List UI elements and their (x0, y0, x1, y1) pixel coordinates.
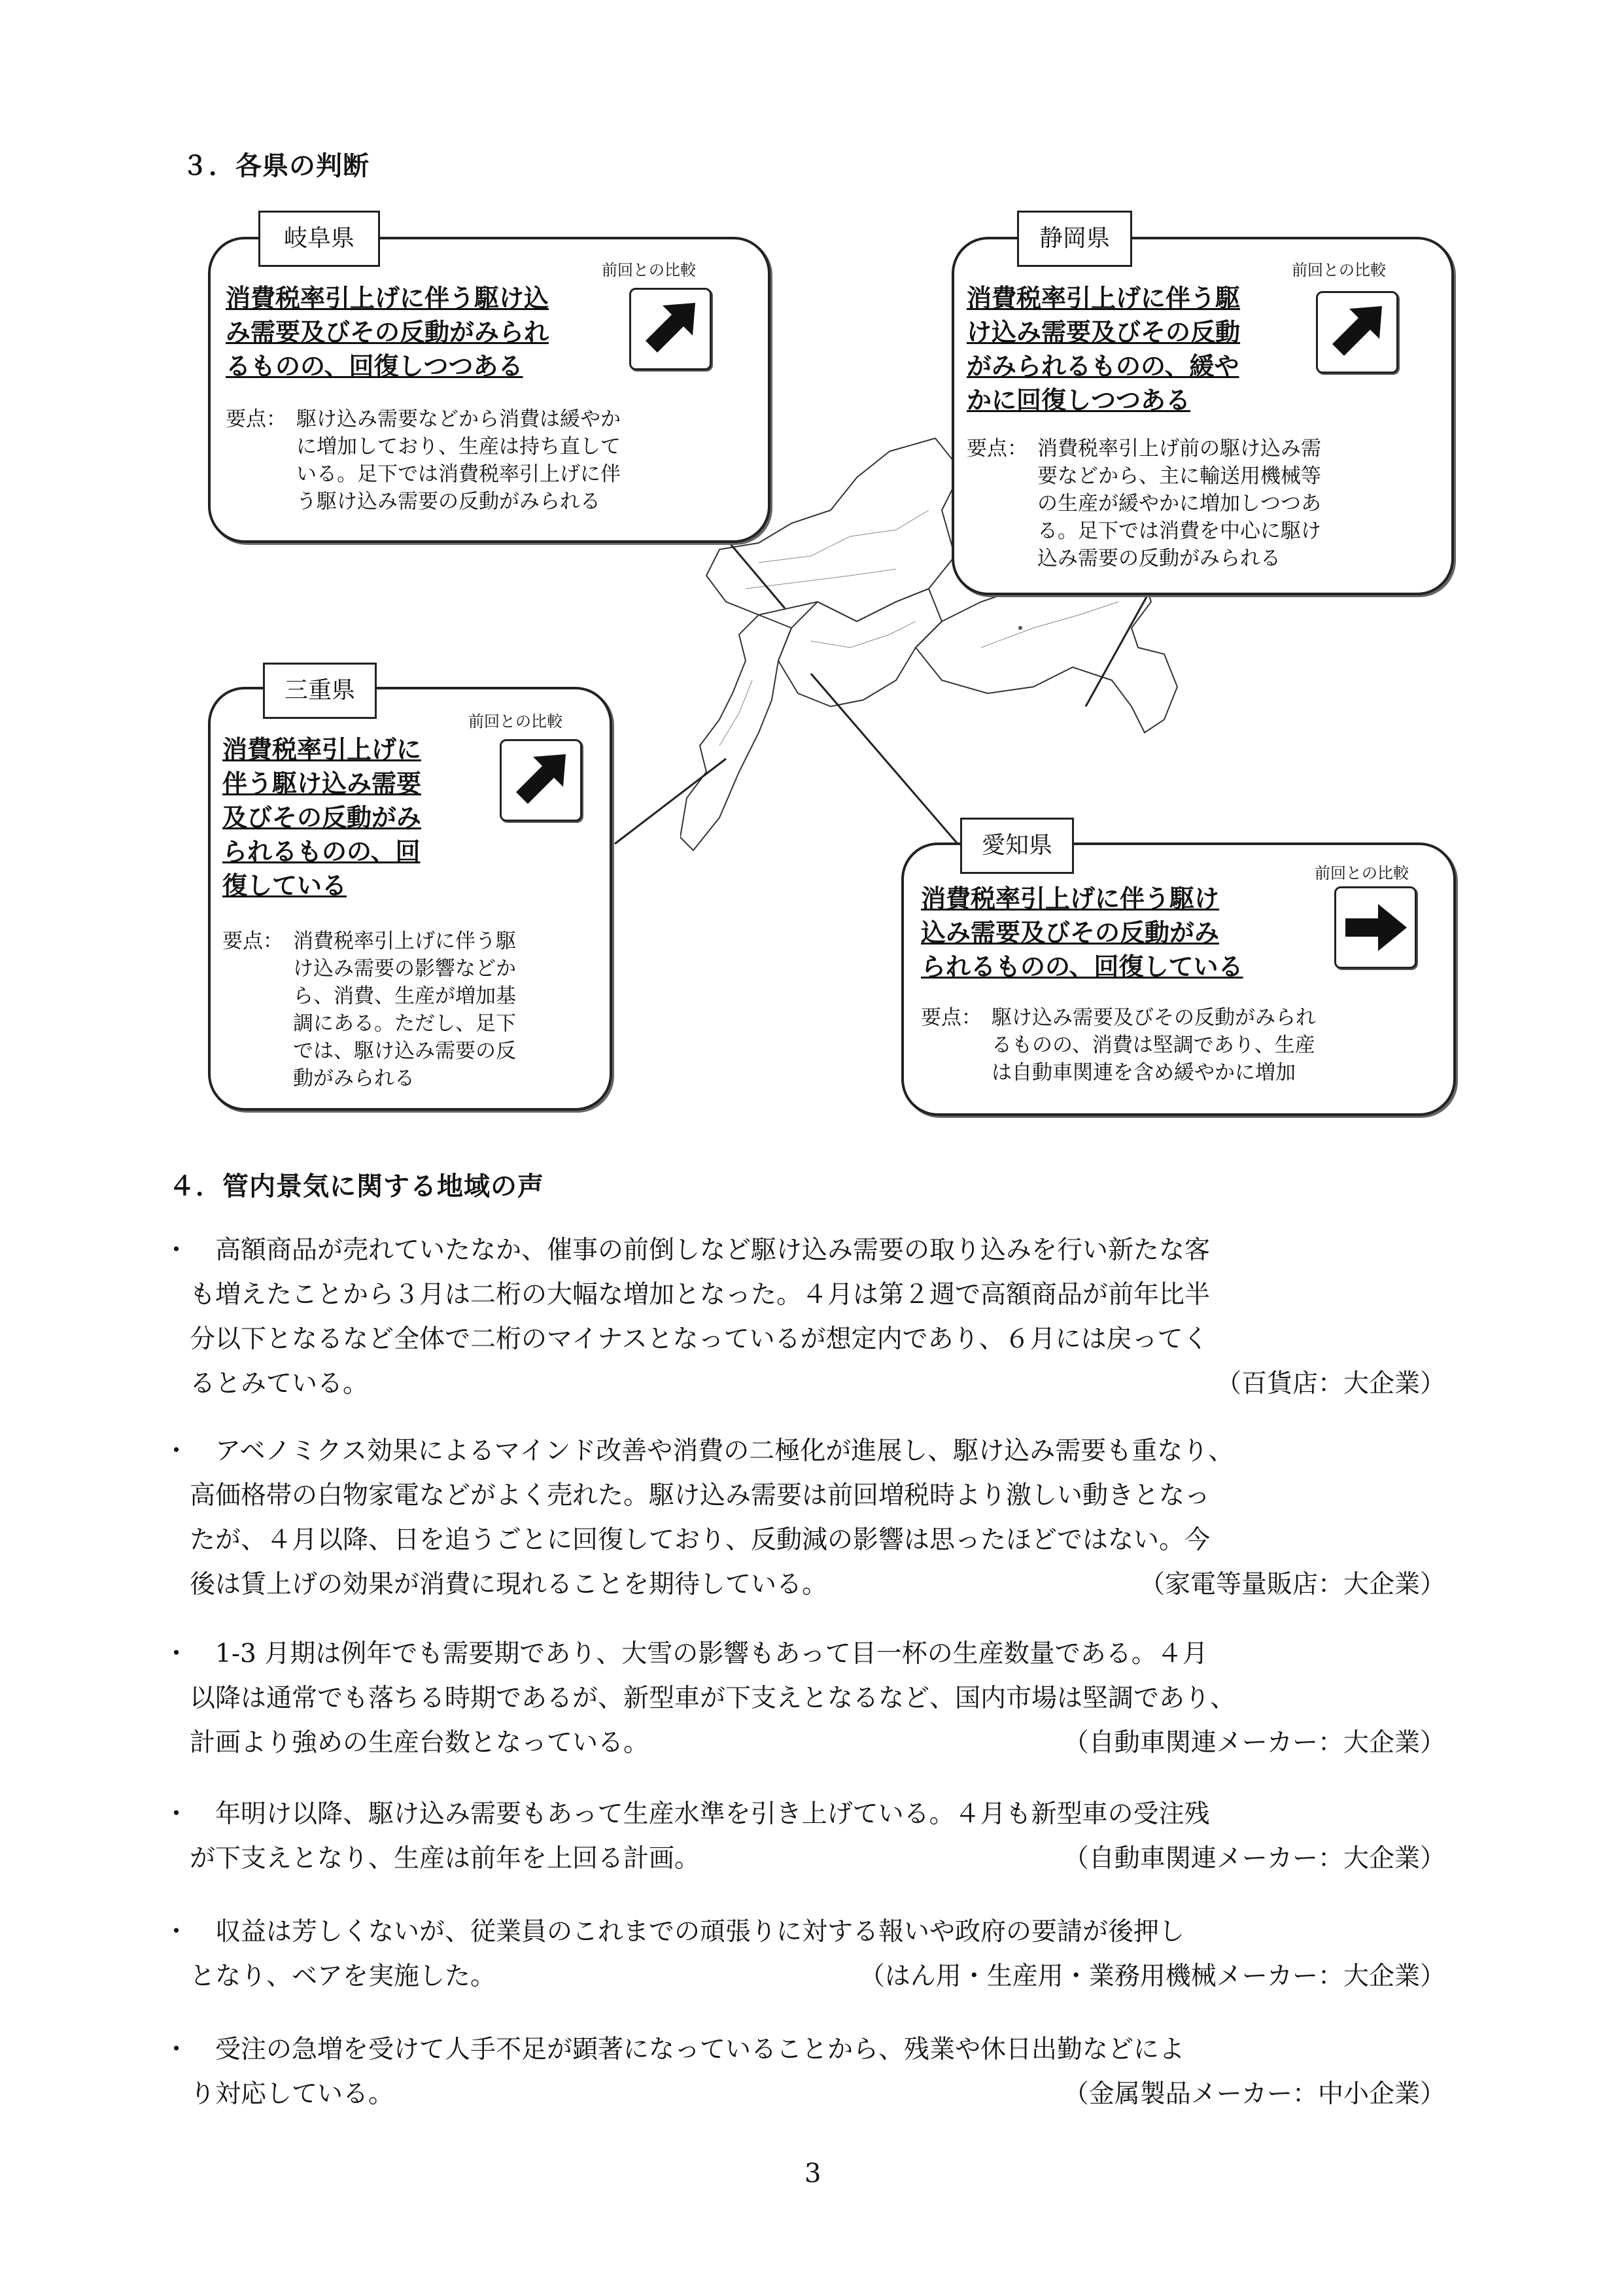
voice-line: 以降は通常でも落ちる時期であるが、新型車が下支えとなるなど、国内市場は堅調であり、 (190, 1684, 1236, 1713)
mie-judgment-line: 消費税率引上げに (222, 735, 422, 764)
voice-source: （家電等量販店：大企業） (1139, 1570, 1445, 1599)
bullet: ・ (164, 1799, 190, 1829)
gifu-arrow-box (629, 288, 712, 370)
mie-judgment-line: られるものの、回 (222, 837, 421, 866)
shizuoka-key-line: 要などから、主に輸送用機械等 (1037, 464, 1321, 488)
arrow-up-right-icon (502, 741, 580, 820)
aichi-compare-label: 前回との比較 (1315, 864, 1409, 882)
voice-line: も増えたことから３月は二桁の大幅な増加となった。４月は第２週で高額商品が前年比半 (190, 1280, 1211, 1310)
mie-name-tag: 三重県 (263, 663, 377, 719)
shizuoka-arrow-box (1316, 291, 1398, 373)
section-4-heading: ４．管内景気に関する地域の声 (169, 1172, 544, 1202)
voice-line: り対応している。 (190, 2079, 394, 2109)
voice-line: アベノミクス効果によるマインド改善や消費の二極化が進展し、駆け込み需要も重なり、 (190, 1436, 1234, 1466)
shizuoka-pointer-line (1086, 589, 1151, 706)
voice-source: （はん用・生産用・業務用機械メーカー：大企業） (859, 1962, 1445, 1991)
voice-source: （自動車関連メーカー：大企業） (1063, 1728, 1445, 1758)
mie-key-line: 動がみられる (293, 1067, 415, 1090)
aichi-judgment (921, 882, 1243, 984)
bullet: ・ (164, 1639, 190, 1669)
voice-line: が下支えとなり、生産は前年を上回る計画。 (190, 1844, 700, 1873)
aichi-key-line: 駆け込み需要及びその反動がみられ (992, 1006, 1316, 1030)
bullet: ・ (164, 2035, 190, 2064)
arrow-up-right-icon (1318, 293, 1396, 372)
mie-key-line: ら、消費、生産が増加基 (293, 984, 516, 1008)
mie-judgment-line: 復している (222, 871, 347, 900)
mie-key-points (222, 928, 602, 1092)
aichi-name-tag: 愛知県 (960, 818, 1074, 874)
voice-item (164, 1632, 1445, 1765)
gifu-judgment-line: 消費税率引上げに伴う駆け込 (226, 284, 549, 313)
shizuoka-judgment-line: 消費税率引上げに伴う駆 (967, 284, 1241, 313)
voice-line: 高価格帯の白物家電などがよく売れた。駆け込み需要は前回増税時より激しい動きとなっ (190, 1481, 1211, 1510)
gifu-name-tag: 岐阜県 (258, 211, 380, 267)
mie-arrow-box (500, 739, 582, 822)
mie-key-label: 要点： (222, 929, 283, 953)
mie-key-line: では、駆け込み需要の反 (293, 1039, 516, 1063)
gifu-judgment-line: み需要及びその反動がみられ (226, 318, 549, 347)
shizuoka-judgment (967, 281, 1240, 417)
gifu-key-line: う駆け込み需要の反動がみられる (296, 490, 600, 513)
aichi-judgment-line: 込み需要及びその反動がみ (921, 918, 1220, 947)
voice-line: たが、４月以降、日を追うごとに回復しており、反動減の影響は思ったほどではない。今 (190, 1525, 1211, 1555)
arrow-right-icon (1336, 888, 1415, 967)
gifu-key-line: 駆け込み需要などから消費は緩やか (296, 408, 621, 431)
mie-judgment (222, 733, 421, 903)
shizuoka-key-line: 込み需要の反動がみられる (1037, 547, 1281, 570)
gifu-key-line: いる。足下では消費税率引上げに伴 (296, 462, 621, 486)
aichi-arrow-box (1334, 886, 1417, 969)
gifu-compare-label: 前回との比較 (602, 261, 696, 279)
voice-line: 高額商品が売れていたなか、催事の前倒しなど駆け込み需要の取り込みを行い新たな客 (190, 1236, 1211, 1265)
voice-line: となり、ベアを実施した。 (190, 1962, 496, 1991)
voice-item (164, 1910, 1445, 1999)
mie-judgment-line: 伴う駆け込み需要 (222, 769, 422, 798)
shizuoka-key-line: 消費税率引上げ前の駆け込み需 (1037, 437, 1321, 460)
shizuoka-compare-label: 前回との比較 (1292, 261, 1386, 279)
voice-line: 計画より強めの生産台数となっている。 (190, 1728, 649, 1758)
gifu-key-line: に増加しており、生産は持ち直して (296, 435, 621, 459)
gifu-key-points (226, 406, 749, 515)
voice-line: 分以下となるなど全体で二桁のマイナスとなっているが想定内であり、６月には戻ってく (190, 1325, 1209, 1354)
mie-compare-label: 前回との比較 (468, 712, 562, 731)
gifu-judgment (226, 281, 549, 383)
voice-line: 1-3 月期は例年でも需要期であり、大雪の影響もあって目一杯の生産数量である。４月 (190, 1639, 1208, 1669)
voice-line: るとみている。 (190, 1369, 369, 1398)
gifu-key-label: 要点： (226, 408, 286, 431)
arrow-up-right-icon (631, 290, 710, 368)
mie-key-line: け込み需要の影響などか (293, 957, 516, 981)
bullet: ・ (164, 1917, 190, 1947)
aichi-judgment-line: 消費税率引上げに伴う駆け (921, 884, 1220, 913)
mie-key-line: 消費税率引上げに伴う駆 (293, 929, 516, 953)
voice-line: 後は賃上げの効果が消費に現れることを期待している。 (190, 1570, 828, 1599)
voice-source: （百貨店：大企業） (1215, 1369, 1445, 1398)
voice-line: 収益は芳しくないが、従業員のこれまでの頑張りに対する報いや政府の要請が後押し (190, 1917, 1185, 1947)
shizuoka-key-points (967, 435, 1438, 572)
shizuoka-judgment-line: がみられるものの、緩や (967, 352, 1239, 381)
shizuoka-name-tag: 静岡県 (1017, 211, 1132, 267)
voice-source: （自動車関連メーカー：大企業） (1063, 1844, 1445, 1873)
shizuoka-key-line: る。足下では消費を中心に駆け (1037, 519, 1321, 543)
voice-source: （金属製品メーカー：中小企業） (1063, 2079, 1445, 2109)
voice-item (164, 1429, 1445, 1607)
mie-judgment-line: 及びその反動がみ (222, 803, 422, 832)
bullet: ・ (164, 1436, 190, 1466)
voice-item (164, 1228, 1445, 1406)
voice-item (164, 2028, 1445, 2117)
voice-line: 受注の急増を受けて人手不足が顕著になっていることから、残業や休日出勤などによ (190, 2035, 1185, 2064)
page-number: 3 (804, 2159, 821, 2189)
shizuoka-key-line: の生産が緩やかに増加しつつあ (1037, 492, 1321, 515)
voice-item (164, 1792, 1445, 1881)
section-3-heading: ３．各県の判断 (182, 151, 370, 181)
aichi-judgment-line: られるものの、回復している (921, 952, 1243, 981)
bullet: ・ (164, 1236, 190, 1265)
shizuoka-key-label: 要点： (967, 437, 1028, 460)
aichi-key-label: 要点： (921, 1006, 982, 1030)
aichi-key-line: るものの、消費は堅調であり、生産 (992, 1033, 1315, 1057)
shizuoka-judgment-line: かに回復しつつある (967, 386, 1191, 415)
mie-pointer-line (615, 759, 726, 844)
mie-key-line: 調にある。ただし、足下 (293, 1012, 516, 1035)
aichi-key-points (921, 1004, 1444, 1086)
shizuoka-judgment-line: け込み需要及びその反動 (967, 318, 1241, 347)
voice-line: 年明け以降、駆け込み需要もあって生産水準を引き上げている。４月も新型車の受注残 (190, 1799, 1210, 1829)
aichi-key-line: は自動車関連を含め緩やかに増加 (992, 1061, 1296, 1085)
gifu-judgment-line: るものの、回復しつつある (226, 352, 523, 381)
aichi-pointer-line (811, 674, 975, 863)
